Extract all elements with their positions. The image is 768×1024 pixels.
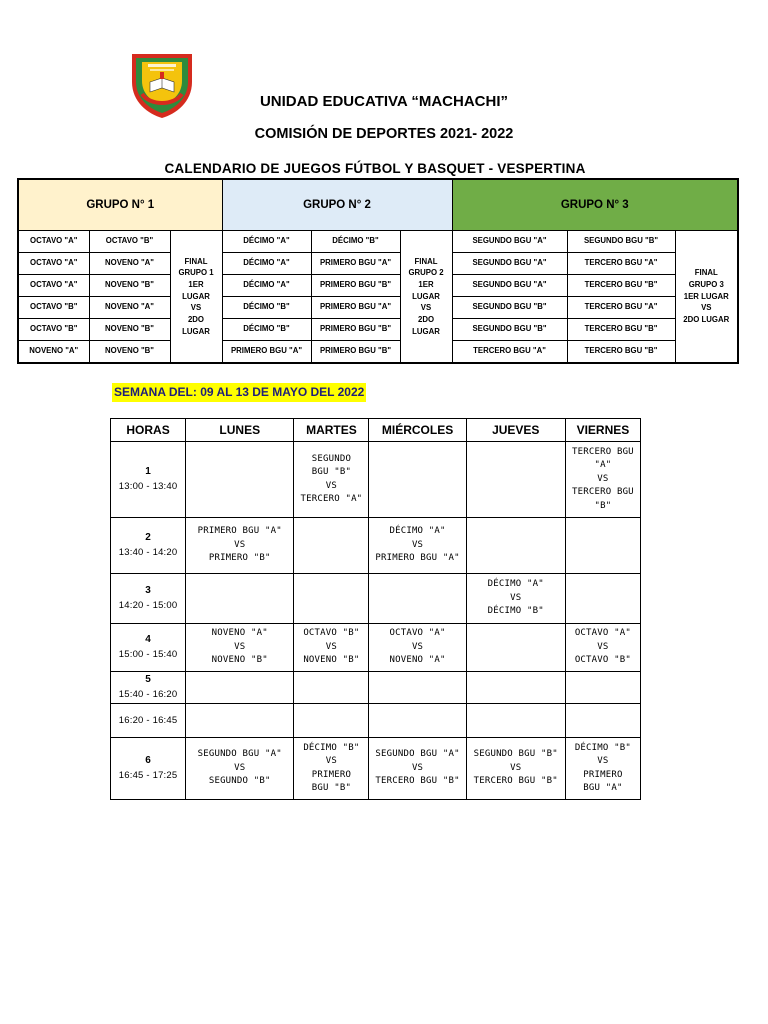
match-line: SEGUNDO xyxy=(311,453,352,464)
group-2-match-team: DÉCIMO "A" xyxy=(222,275,311,297)
time-slot xyxy=(111,442,186,518)
match-cell-viernes xyxy=(565,574,640,624)
match-cell-jueves xyxy=(466,442,565,518)
match-line: PRIMERO BGU "A" xyxy=(375,553,460,564)
group-2-match-team: PRIMERO BGU "A" xyxy=(311,253,400,275)
match-line: "B" xyxy=(594,500,612,511)
group-3-match-team: TERCERO BGU "B" xyxy=(567,341,675,364)
match-cell-lunes xyxy=(186,704,294,738)
slot-number: 4 xyxy=(145,634,151,646)
group-1-match-team: NOVENO "A" xyxy=(18,341,89,364)
group-2-match-team: PRIMERO BGU "B" xyxy=(311,319,400,341)
group-2-final xyxy=(400,231,452,364)
match-cell-viernes xyxy=(565,518,640,574)
match-line: OCTAVO "A" xyxy=(389,628,446,639)
match-cell-lunes xyxy=(186,624,294,672)
match-line: TERCERO BGU xyxy=(572,446,634,457)
group-1-match-team: OCTAVO "A" xyxy=(18,231,89,253)
final-line: LUGAR xyxy=(412,326,440,336)
school-name-title: UNIDAD EDUCATIVA “MACHACHI” xyxy=(259,93,509,110)
match-line: NOVENO "B" xyxy=(211,655,268,666)
time-slot xyxy=(111,518,186,574)
match-line: NOVENO "A" xyxy=(389,655,446,666)
slot-number: 6 xyxy=(145,755,151,767)
calendar-title: CALENDARIO DE JUEGOS FÚTBOL Y BASQUET - VESPERTINA xyxy=(164,161,586,176)
group-1-match-team: OCTAVO "B" xyxy=(89,231,170,253)
group-1-header: GRUPO N° 1 xyxy=(18,179,222,231)
match-line: DÉCIMO "B" xyxy=(574,742,631,753)
match-line: SEGUNDO BGU "B" xyxy=(473,749,558,760)
group-2-match-team: DÉCIMO "A" xyxy=(222,253,311,275)
match-line: BGU "B" xyxy=(311,467,352,477)
time-slot xyxy=(111,574,186,624)
group-2-match-team: DÉCIMO "B" xyxy=(311,231,400,253)
col-header-horas: HORAS xyxy=(111,419,186,442)
match-cell-miercoles xyxy=(369,672,466,704)
match-line: OCTAVO "B" xyxy=(574,655,631,666)
group-1-match-team: NOVENO "A" xyxy=(89,297,170,319)
group-1-match-team: NOVENO "B" xyxy=(89,275,170,297)
final-line: 1ER xyxy=(418,279,434,289)
groups-row xyxy=(18,341,738,364)
match-line: PRIMERO xyxy=(583,769,623,780)
group-3-match-team: SEGUNDO BGU "B" xyxy=(452,297,567,319)
match-line: VS xyxy=(234,641,246,652)
group-2-match-team: DÉCIMO "A" xyxy=(222,231,311,253)
group-3-match-team: TERCERO BGU "A" xyxy=(567,253,675,275)
group-1-match-team: NOVENO "B" xyxy=(89,341,170,364)
final-line: FINAL xyxy=(694,268,718,278)
match-cell-viernes xyxy=(565,738,640,800)
match-cell-miercoles xyxy=(369,442,466,518)
match-cell-jueves xyxy=(466,574,565,624)
group-1-match-team: OCTAVO "B" xyxy=(18,319,89,341)
schedule-row xyxy=(111,738,641,800)
schedule-row xyxy=(111,672,641,704)
match-cell-miercoles xyxy=(369,624,466,672)
slot-number: 5 xyxy=(145,674,151,686)
group-3-match-team: SEGUNDO BGU "B" xyxy=(452,319,567,341)
match-line: VS xyxy=(325,641,338,652)
match-cell-lunes xyxy=(186,442,294,518)
match-cell-martes xyxy=(294,624,369,672)
match-cell-martes xyxy=(294,738,369,800)
match-cell-lunes xyxy=(186,574,294,624)
group-2-match-team: DÉCIMO "B" xyxy=(222,319,311,341)
final-line: FINAL xyxy=(414,256,438,266)
schedule-row xyxy=(111,442,641,518)
match-line: VS xyxy=(411,762,424,773)
col-header-jueves: JUEVES xyxy=(466,419,565,442)
match-line: VS xyxy=(597,756,609,766)
match-line: DÉCIMO "B" xyxy=(303,742,360,753)
final-line: GRUPO 1 xyxy=(178,268,214,278)
groups-row xyxy=(18,297,738,319)
match-line: VS xyxy=(234,539,246,550)
match-cell-viernes xyxy=(565,672,640,704)
schedule-row xyxy=(111,624,641,672)
match-line: SEGUNDO BGU "A" xyxy=(197,749,282,760)
groups-table xyxy=(17,178,739,364)
match-line: VS xyxy=(510,592,522,603)
group-1-match-team: NOVENO "B" xyxy=(89,319,170,341)
time-slot xyxy=(111,738,186,800)
match-line: SEGUNDO "B" xyxy=(208,776,271,787)
match-cell-miercoles xyxy=(369,738,466,800)
week-label: SEMANA DEL: 09 AL 13 DE MAYO DEL 2022 xyxy=(112,383,366,402)
final-line: 2DO xyxy=(187,315,205,325)
final-line: LUGAR xyxy=(182,291,210,301)
group-1-match-team: NOVENO "A" xyxy=(89,253,170,275)
final-line: GRUPO 3 xyxy=(688,279,724,289)
match-line: PRIMERO BGU "A" xyxy=(197,526,282,537)
group-1-match-team: OCTAVO "A" xyxy=(18,275,89,297)
group-3-match-team: SEGUNDO BGU "A" xyxy=(452,231,567,253)
final-line: LUGAR xyxy=(182,326,210,336)
match-line: DÉCIMO "A" xyxy=(389,526,446,537)
group-3-match-team: TERCERO BGU "A" xyxy=(452,341,567,364)
match-line: VS xyxy=(411,641,424,652)
time-slot xyxy=(111,672,186,704)
match-line: VS xyxy=(510,762,522,773)
match-cell-martes xyxy=(294,574,369,624)
group-2-match-team: PRIMERO BGU "A" xyxy=(222,341,311,364)
match-line: TERCERO BGU xyxy=(572,487,634,498)
schedule-table xyxy=(110,418,641,800)
final-line: VS xyxy=(701,303,712,313)
final-line: VS xyxy=(190,303,202,313)
slot-time: 13:00 - 13:40 xyxy=(118,480,178,492)
groups-row xyxy=(18,231,738,253)
match-line: DÉCIMO "A" xyxy=(487,579,544,590)
match-line: PRIMERO "B" xyxy=(208,553,271,564)
slot-time: 16:20 - 16:45 xyxy=(118,714,178,726)
match-cell-viernes xyxy=(565,442,640,518)
groups-body xyxy=(18,231,738,364)
group-2-match-team: DÉCIMO "B" xyxy=(222,297,311,319)
match-cell-lunes xyxy=(186,518,294,574)
match-line: VS xyxy=(411,539,424,550)
match-cell-jueves xyxy=(466,672,565,704)
final-line: FINAL xyxy=(184,256,208,266)
slot-number: 1 xyxy=(145,466,151,478)
group-3-header: GRUPO N° 3 xyxy=(452,179,738,231)
slot-time: 15:00 - 15:40 xyxy=(118,648,178,660)
final-line: 1ER xyxy=(188,279,204,289)
time-slot xyxy=(111,624,186,672)
match-cell-miercoles xyxy=(369,704,466,738)
match-line: TERCERO BGU "B" xyxy=(473,776,558,787)
schedule-body xyxy=(111,442,641,800)
group-2-header: GRUPO N° 2 xyxy=(222,179,452,231)
match-cell-miercoles xyxy=(369,518,466,574)
match-line: NOVENO "B" xyxy=(303,655,360,666)
group-3-match-team: SEGUNDO BGU "A" xyxy=(452,275,567,297)
schedule-row xyxy=(111,518,641,574)
match-line: SEGUNDO BGU "A" xyxy=(375,749,460,760)
final-line: GRUPO 2 xyxy=(408,268,444,278)
group-1-match-team: OCTAVO "B" xyxy=(18,297,89,319)
col-header-lunes: LUNES xyxy=(186,419,294,442)
group-2-match-team: PRIMERO BGU "A" xyxy=(311,297,400,319)
match-cell-lunes xyxy=(186,738,294,800)
col-header-miercoles: MIÉRCOLES xyxy=(369,419,466,442)
schedule-row xyxy=(111,574,641,624)
group-3-match-team: SEGUNDO BGU "A" xyxy=(452,253,567,275)
match-line: TERCERO "A" xyxy=(300,494,363,504)
slot-time: 15:40 - 16:20 xyxy=(118,688,178,700)
slot-time: 16:45 - 17:25 xyxy=(118,769,178,781)
schedule-row xyxy=(111,704,641,738)
match-cell-martes xyxy=(294,704,369,738)
match-line: "A" xyxy=(594,460,612,471)
match-line: BGU "A" xyxy=(583,783,623,793)
match-cell-miercoles xyxy=(369,574,466,624)
match-cell-martes xyxy=(294,518,369,574)
match-cell-lunes xyxy=(186,672,294,704)
match-cell-martes xyxy=(294,442,369,518)
match-line: BGU "B" xyxy=(311,783,352,793)
group-2-match-team: PRIMERO BGU "B" xyxy=(311,341,400,364)
match-cell-jueves xyxy=(466,704,565,738)
group-3-final xyxy=(675,231,738,364)
col-header-martes: MARTES xyxy=(294,419,369,442)
match-cell-viernes xyxy=(565,704,640,738)
match-line: PRIMERO xyxy=(311,769,352,780)
match-line: VS xyxy=(597,473,609,484)
commission-title: COMISIÓN DE DEPORTES 2021- 2022 xyxy=(254,126,514,142)
group-3-match-team: TERCERO BGU "A" xyxy=(567,297,675,319)
match-cell-jueves xyxy=(466,738,565,800)
match-line: TERCERO BGU "B" xyxy=(375,776,460,787)
match-line: VS xyxy=(597,641,609,652)
match-line: NOVENO "A" xyxy=(211,628,268,639)
group-2-match-team: PRIMERO BGU "B" xyxy=(311,275,400,297)
final-line: 1ER LUGAR xyxy=(683,291,729,301)
slot-time: 13:40 - 14:20 xyxy=(118,546,178,558)
slot-number: 3 xyxy=(145,585,151,597)
match-cell-viernes xyxy=(565,624,640,672)
group-1-match-team: OCTAVO "A" xyxy=(18,253,89,275)
match-line: DÉCIMO "B" xyxy=(487,606,544,617)
final-line: 2DO xyxy=(417,315,435,325)
match-cell-jueves xyxy=(466,624,565,672)
group-3-match-team: SEGUNDO BGU "B" xyxy=(567,231,675,253)
slot-number: 2 xyxy=(145,532,151,544)
groups-row xyxy=(18,275,738,297)
final-line: LUGAR xyxy=(412,291,440,301)
col-header-viernes: VIERNES xyxy=(565,419,640,442)
group-1-final xyxy=(170,231,222,364)
group-3-match-team: TERCERO BGU "B" xyxy=(567,275,675,297)
match-cell-jueves xyxy=(466,518,565,574)
groups-row xyxy=(18,319,738,341)
match-line: VS xyxy=(234,762,246,773)
match-line: VS xyxy=(325,480,338,491)
slot-time: 14:20 - 15:00 xyxy=(118,599,178,611)
match-line: OCTAVO "A" xyxy=(574,628,631,639)
match-cell-martes xyxy=(294,672,369,704)
group-3-match-team: TERCERO BGU "B" xyxy=(567,319,675,341)
final-line: 2DO LUGAR xyxy=(683,315,730,325)
groups-row xyxy=(18,253,738,275)
match-line: VS xyxy=(325,756,338,766)
match-line: OCTAVO "B" xyxy=(303,628,360,639)
time-slot xyxy=(111,704,186,738)
final-line: VS xyxy=(420,303,432,313)
